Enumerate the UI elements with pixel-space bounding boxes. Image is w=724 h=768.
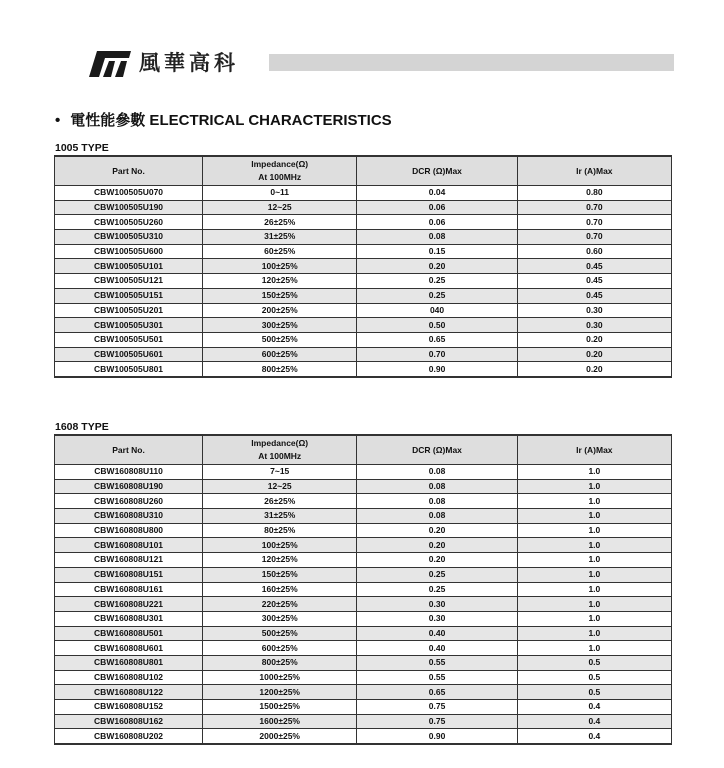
table-row	[55, 303, 672, 318]
table-row	[55, 538, 672, 553]
part-number-cell: CBW160808U152	[55, 700, 203, 715]
table-row	[55, 186, 672, 201]
impedance-cell: 500±25%	[203, 626, 357, 641]
impedance-cell: 300±25%	[203, 318, 357, 333]
part-number-cell: CBW160808U121	[55, 553, 203, 568]
col-impedance-sub: At 100MHz	[258, 451, 302, 461]
col-impedance-label: Impedance(Ω)	[251, 159, 309, 169]
ir-cell: 0.5	[517, 655, 671, 670]
part-number-cell: CBW100505U601	[55, 347, 203, 362]
table-row	[55, 465, 672, 480]
table-row	[55, 655, 672, 670]
part-number-cell: CBW100505U190	[55, 200, 203, 215]
part-number-cell: CBW160808U800	[55, 523, 203, 538]
table-header-row	[55, 156, 672, 186]
ir-cell: 0.4	[517, 700, 671, 715]
ir-cell: 0.4	[517, 729, 671, 744]
table-row	[55, 597, 672, 612]
impedance-cell: 80±25%	[203, 523, 357, 538]
part-number-cell: CBW160808U301	[55, 611, 203, 626]
ir-cell: 0.70	[517, 200, 671, 215]
impedance-cell: 100±25%	[203, 259, 357, 274]
table-row	[55, 523, 672, 538]
part-number-cell: CBW160808U501	[55, 626, 203, 641]
dcr-cell: 0.90	[357, 729, 517, 744]
part-number-cell: CBW100505U101	[55, 259, 203, 274]
part-number-cell: CBW160808U101	[55, 538, 203, 553]
dcr-cell: 0.20	[357, 553, 517, 568]
dcr-cell: 0.20	[357, 538, 517, 553]
table-row	[55, 685, 672, 700]
ir-cell: 0.45	[517, 259, 671, 274]
ir-cell: 1.0	[517, 465, 671, 480]
dcr-cell: 0.30	[357, 597, 517, 612]
col-impedance-label: Impedance(Ω)	[251, 438, 309, 448]
table-row	[55, 700, 672, 715]
dcr-cell: 0.65	[357, 685, 517, 700]
dcr-cell: 0.30	[357, 611, 517, 626]
dcr-cell: 0.25	[357, 567, 517, 582]
dcr-cell: 0.50	[357, 318, 517, 333]
impedance-cell: 160±25%	[203, 582, 357, 597]
ir-cell: 1.0	[517, 479, 671, 494]
impedance-cell: 1500±25%	[203, 700, 357, 715]
table-row	[55, 494, 672, 509]
part-number-cell: CBW160808U260	[55, 494, 203, 509]
table-row	[55, 567, 672, 582]
section-title	[55, 112, 392, 130]
type-label-1005: 1005 TYPE	[55, 142, 109, 154]
table-body-1005	[55, 186, 672, 377]
part-number-cell: CBW100505U151	[55, 288, 203, 303]
part-number-cell: CBW160808U221	[55, 597, 203, 612]
impedance-cell: 120±25%	[203, 553, 357, 568]
ir-cell: 0.30	[517, 303, 671, 318]
part-number-cell: CBW160808U161	[55, 582, 203, 597]
table-header-row	[55, 435, 672, 465]
part-number-cell: CBW160808U190	[55, 479, 203, 494]
ir-cell: 1.0	[517, 567, 671, 582]
part-number-cell: CBW160808U151	[55, 567, 203, 582]
dcr-cell: 0.40	[357, 626, 517, 641]
part-number-cell: CBW100505U260	[55, 215, 203, 230]
ir-cell: 1.0	[517, 494, 671, 509]
impedance-cell: 2000±25%	[203, 729, 357, 744]
dcr-cell: 0.20	[357, 523, 517, 538]
ir-cell: 0.70	[517, 230, 671, 245]
table-row	[55, 274, 672, 289]
dcr-cell: 0.40	[357, 641, 517, 656]
col-ir: Ir (A)Max	[517, 156, 671, 186]
impedance-cell: 100±25%	[203, 538, 357, 553]
ir-cell: 1.0	[517, 509, 671, 524]
table-row	[55, 347, 672, 362]
impedance-cell: 7~15	[203, 465, 357, 480]
ir-cell: 0.20	[517, 347, 671, 362]
table-row	[55, 259, 672, 274]
part-number-cell: CBW100505U121	[55, 274, 203, 289]
ir-cell: 0.4	[517, 714, 671, 729]
table-row	[55, 553, 672, 568]
dcr-cell: 0.25	[357, 274, 517, 289]
ir-cell: 1.0	[517, 641, 671, 656]
impedance-cell: 120±25%	[203, 274, 357, 289]
dcr-cell: 0.04	[357, 186, 517, 201]
table-row	[55, 641, 672, 656]
dcr-cell: 0.25	[357, 582, 517, 597]
table-row	[55, 714, 672, 729]
table-row	[55, 318, 672, 333]
spec-table-1005	[54, 155, 672, 378]
part-number-cell: CBW100505U801	[55, 362, 203, 377]
table-row	[55, 288, 672, 303]
dcr-cell: 0.06	[357, 215, 517, 230]
section-title-text: 電性能參數 ELECTRICAL CHARACTERISTICS	[70, 112, 392, 129]
impedance-cell: 26±25%	[203, 215, 357, 230]
table-row	[55, 729, 672, 744]
ir-cell: 0.20	[517, 362, 671, 377]
ir-cell: 0.5	[517, 670, 671, 685]
impedance-cell: 26±25%	[203, 494, 357, 509]
part-number-cell: CBW100505U501	[55, 332, 203, 347]
ir-cell: 1.0	[517, 538, 671, 553]
type-label-1608: 1608 TYPE	[55, 421, 109, 433]
dcr-cell: 0.65	[357, 332, 517, 347]
impedance-cell: 1600±25%	[203, 714, 357, 729]
header-bar	[269, 54, 674, 71]
dcr-cell: 0.15	[357, 244, 517, 259]
dcr-cell: 0.55	[357, 670, 517, 685]
ir-cell: 1.0	[517, 582, 671, 597]
dcr-cell: 0.08	[357, 230, 517, 245]
impedance-cell: 12~25	[203, 479, 357, 494]
dcr-cell: 0.25	[357, 288, 517, 303]
part-number-cell: CBW160808U202	[55, 729, 203, 744]
ir-cell: 1.0	[517, 626, 671, 641]
impedance-cell: 300±25%	[203, 611, 357, 626]
col-dcr: DCR (Ω)Max	[357, 156, 517, 186]
col-impedance	[203, 435, 357, 465]
impedance-cell: 220±25%	[203, 597, 357, 612]
ir-cell: 1.0	[517, 553, 671, 568]
part-number-cell: CBW160808U162	[55, 714, 203, 729]
table-row	[55, 215, 672, 230]
table-row	[55, 582, 672, 597]
dcr-cell: 0.20	[357, 259, 517, 274]
ir-cell: 0.45	[517, 288, 671, 303]
impedance-cell: 500±25%	[203, 332, 357, 347]
part-number-cell: CBW160808U601	[55, 641, 203, 656]
col-ir: Ir (A)Max	[517, 435, 671, 465]
table-body-1608	[55, 465, 672, 745]
part-number-cell: CBW160808U310	[55, 509, 203, 524]
col-impedance-sub: At 100MHz	[258, 172, 302, 182]
page-header	[85, 48, 675, 78]
part-number-cell: CBW160808U122	[55, 685, 203, 700]
impedance-cell: 150±25%	[203, 567, 357, 582]
table-row	[55, 244, 672, 259]
impedance-cell: 60±25%	[203, 244, 357, 259]
dcr-cell: 0.06	[357, 200, 517, 215]
ir-cell: 1.0	[517, 597, 671, 612]
impedance-cell: 1200±25%	[203, 685, 357, 700]
col-impedance	[203, 156, 357, 186]
ir-cell: 0.20	[517, 332, 671, 347]
bullet-icon: •	[55, 112, 61, 129]
table-row	[55, 332, 672, 347]
brand-name: 風華高科	[139, 51, 239, 75]
part-number-cell: CBW100505U310	[55, 230, 203, 245]
dcr-cell: 0.08	[357, 465, 517, 480]
impedance-cell: 600±25%	[203, 641, 357, 656]
table-row	[55, 479, 672, 494]
col-part-no: Part No.	[55, 156, 203, 186]
impedance-cell: 800±25%	[203, 655, 357, 670]
impedance-cell: 1000±25%	[203, 670, 357, 685]
dcr-cell: 0.08	[357, 509, 517, 524]
part-number-cell: CBW100505U301	[55, 318, 203, 333]
table-row	[55, 626, 672, 641]
impedance-cell: 150±25%	[203, 288, 357, 303]
table-row	[55, 509, 672, 524]
dcr-cell: 040	[357, 303, 517, 318]
part-number-cell: CBW100505U070	[55, 186, 203, 201]
table-row	[55, 670, 672, 685]
impedance-cell: 200±25%	[203, 303, 357, 318]
dcr-cell: 0.08	[357, 479, 517, 494]
ir-cell: 1.0	[517, 523, 671, 538]
impedance-cell: 31±25%	[203, 509, 357, 524]
dcr-cell: 0.75	[357, 700, 517, 715]
table-row	[55, 200, 672, 215]
ir-cell: 0.45	[517, 274, 671, 289]
company-logo-icon	[85, 50, 131, 78]
dcr-cell: 0.75	[357, 714, 517, 729]
dcr-cell: 0.55	[357, 655, 517, 670]
dcr-cell: 0.70	[357, 347, 517, 362]
dcr-cell: 0.90	[357, 362, 517, 377]
ir-cell: 0.70	[517, 215, 671, 230]
ir-cell: 0.60	[517, 244, 671, 259]
table-row	[55, 611, 672, 626]
part-number-cell: CBW100505U201	[55, 303, 203, 318]
table-row	[55, 362, 672, 377]
table-row	[55, 230, 672, 245]
ir-cell: 0.80	[517, 186, 671, 201]
ir-cell: 0.5	[517, 685, 671, 700]
part-number-cell: CBW100505U600	[55, 244, 203, 259]
col-part-no: Part No.	[55, 435, 203, 465]
impedance-cell: 600±25%	[203, 347, 357, 362]
col-dcr: DCR (Ω)Max	[357, 435, 517, 465]
part-number-cell: CBW160808U102	[55, 670, 203, 685]
impedance-cell: 12~25	[203, 200, 357, 215]
part-number-cell: CBW160808U110	[55, 465, 203, 480]
ir-cell: 1.0	[517, 611, 671, 626]
impedance-cell: 0~11	[203, 186, 357, 201]
dcr-cell: 0.08	[357, 494, 517, 509]
part-number-cell: CBW160808U801	[55, 655, 203, 670]
ir-cell: 0.30	[517, 318, 671, 333]
impedance-cell: 31±25%	[203, 230, 357, 245]
spec-table-1608	[54, 434, 672, 745]
impedance-cell: 800±25%	[203, 362, 357, 377]
